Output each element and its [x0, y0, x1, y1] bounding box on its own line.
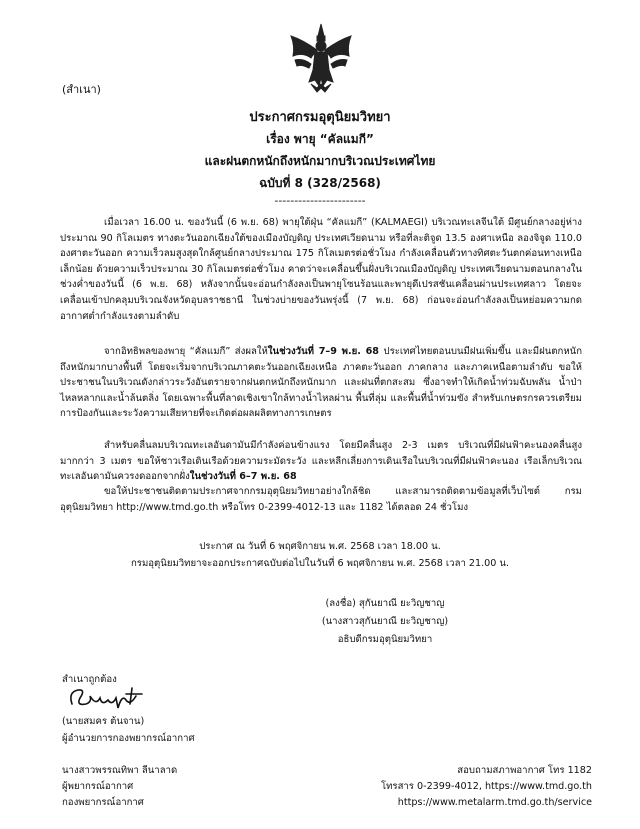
- paragraph-rain-impact: จากอิทธิพลของพายุ “คัลแมกี” ส่งผลให้ในช่วงวันที่ 7–9 พ.ย. 68 ประเทศไทยตอนบนมีฝนเพิ่มขึ้น และมีฝนตกหนักถึงหนักมากบางพื้นที่ โดยจะเริ่มจากบริเวณภาคตะวันออกเฉียงเหนือ ภาคตะวันออก ภาคกลาง และภาคเหนือตามลำดับ ขอให้ประชาชนในบริเวณดังกล่าวระวังอันตรายจากฝนตกหนักถึงหนักมาก และฝนที่ตกสะสม ซึ่งอาจทำให้เกิดน้ำท่วมฉับพลัน น้ำป่าไหลหลากและน้ำล้นตลิ่ง โดยเฉพาะพื้นที่ลาดเชิงเขาใกล้ทางน้ำไหลผ่าน พื้นที่ลุ่ม และพื้นที่น้ำท่วมขัง สำหรับเกษตรกรควรเตรียมการป้องกันและระวังความเสียหายที่จะเกิดต่อผลผลิตทางการเกษตร: [60, 346, 583, 420]
- contact-hotline: สอบถามสภาพอากาศ โทร 1182: [457, 765, 592, 776]
- signatory-position: อธิบดีกรมอุตุนิยมวิทยา: [337, 634, 433, 645]
- contact-metalarm-link[interactable]: https://www.metalarm.tmd.go.th/service: [397, 797, 592, 808]
- subject-prefix: เรื่อง พายุ: [266, 132, 320, 146]
- announcement-date: ประกาศ ณ วันที่ 6 พฤศจิกายน พ.ศ. 2568 เวลา 18.00 น.: [199, 541, 441, 552]
- certifier-position: ผู้อำนวยการกองพยากรณ์อากาศ: [62, 733, 195, 744]
- forecaster-name: นางสาวพรรณทิพา ลีนาลาด: [62, 765, 178, 776]
- garuda-emblem-icon: [289, 22, 353, 96]
- certified-copy-label: สำเนาถูกต้อง: [62, 674, 117, 685]
- certifier-name: (นายสมคร ต้นจาน): [62, 716, 145, 727]
- storm-name: “คัลแมกี”: [319, 132, 374, 146]
- paragraph-storm-position: เมื่อเวลา 16.00 น. ของวันนี้ (6 พ.ย. 68) พายุใต้ฝุ่น “คัลแมกี” (KALMAEGI) บริเวณทะเลจีนใต้ มีศูนย์กลางอยู่ห่างประมาณ 90 กิโลเมตร ทางตะวันออกเฉียงใต้ของเมืองบัญดิญ ประเทศเวียดนาม หรือที่ละติจูด 13.5 องศาเหนือ ลองจิจูด 110.0 องศาตะวันออก ความเร็วลมสูงสุดใกล้ศูนย์กลางประมาณ 175 กิโลเมตรต่อชั่วโมง กำลังเคลื่อนตัวทางทิศตะวันตกค่อนทางเหนือเล็กน้อย ด้วยความเร็วประมาณ 30 กิโลเมตรต่อชั่วโมง คาดว่าจะเคลื่อนขึ้นฝั่งบริเวณเมืองบัญดิญ ประเทศเวียดนามตอนกลางในช่วงค่ำของวันนี้ (6 พ.ย. 68) หลังจากนั้นจะอ่อนกำลังลงเป็นพายุโซนร้อนและพายุดีเปรสชันเคลื่อนผ่านประเทศลาว โดยจะเคลื่อนเข้าปกคลุมบริเวณจังหวัดอุบลราชธานี ในช่วงบ่ายของวันพรุ่งนี้ (7 พ.ย. 68) ก่อนจะอ่อนกำลังลงเป็นหย่อมความกดอากาศต่ำกำลังแรงตามลำดับ: [60, 217, 582, 322]
- rain-period: ในช่วงวันที่ 7–9 พ.ย. 68: [267, 346, 379, 357]
- sea-period: ในช่วงวันที่ 6–7 พ.ย. 68: [189, 471, 297, 483]
- paragraph-contact: ขอให้ประชาชนติดตามประกาศจากกรมอุตุนิยมวิทยาอย่างใกล้ชิด และสามารถติดตามข้อมูลที่เว็บไซต์ กรมอุตุนิยมวิทยา http://www.tmd.go.th หรือโทร 0-2399-4012-13 และ 1182 ได้ตลอด 24 ชั่วโมง: [60, 486, 582, 513]
- subject-line-2: และฝนตกหนักถึงหนักมากบริเวณประเทศไทย: [204, 154, 436, 168]
- paragraph-sea-waves: สำหรับคลื่นลมบริเวณทะเลอันดามันมีกำลังค่อนข้างแรง โดยมีคลื่นสูง 2-3 เมตร บริเวณที่มีฝนฟ้าคะนองคลื่นสูงมากกว่า 3 เมตร ขอให้ชาวเรือเดินเรือด้วยความระมัดระวัง และหลีกเลี่ยงการเดินเรือในบริเวณที่มีฝนฟ้าคะนอง เรือเล็กบริเวณทะเลอันดามันควรงดออกจากฝั่งในช่วงวันที่ 6–7 พ.ย. 68: [60, 440, 582, 483]
- copy-label: (สำเนา): [62, 83, 101, 96]
- signatory-name: (นางสาวสุกันยาณี ยะวิญชาญ): [321, 616, 449, 627]
- forecaster-division: กองพยากรณ์อากาศ: [62, 797, 144, 808]
- next-issue-note: กรมอุตุนิยมวิทยาจะออกประกาศฉบับต่อไปในวันที่ 6 พฤศจิกายน พ.ศ. 2568 เวลา 21.00 น.: [130, 558, 510, 569]
- handwritten-signature: [66, 684, 152, 712]
- forecaster-title: ผู้พยากรณ์อากาศ: [62, 781, 134, 792]
- contact-fax-website[interactable]: โทรสาร 0-2399-4012, https://www.tmd.go.th: [380, 781, 592, 792]
- announcement-title: ประกาศกรมอุตุนิยมวิทยา: [249, 110, 391, 125]
- footer-forecaster: [62, 763, 177, 811]
- issue-number: ฉบับที่ 8 (328/2568): [259, 176, 381, 190]
- footer-contact: [381, 763, 592, 811]
- title-rule: -----------------------: [274, 194, 366, 207]
- subject-line: [0, 130, 640, 149]
- signatory-signed: (ลงชื่อ) สุกันยาณี ยะวิญชาญ: [325, 598, 445, 609]
